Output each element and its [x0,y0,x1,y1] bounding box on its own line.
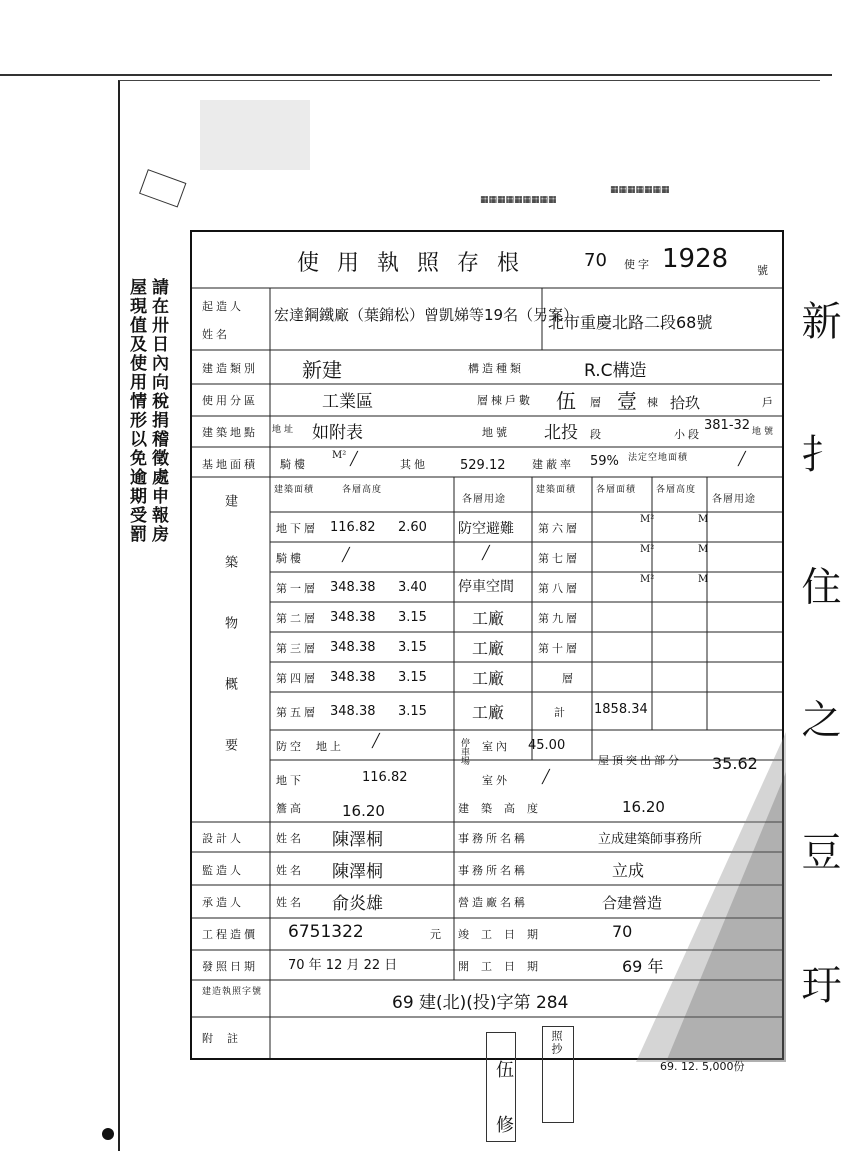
floor-name: 地下層 [276,522,318,535]
floor-head-height: 各層高度 [342,485,383,495]
footer-big: 伍 [493,1060,514,1080]
floor-name: 第一層 [276,582,318,595]
supervisor-office-label: 事務所名稱 [458,864,528,877]
permit-number: 1928 [662,244,729,274]
designer-office-label: 事務所名稱 [458,832,528,845]
site-sub-label: 地址 [272,425,297,435]
contractor-name-label: 姓名 [276,896,304,909]
floor-area: 348.38 [330,670,376,685]
start-date-label: 開工日期 [458,960,550,973]
defense-above-value: ╱ [372,734,380,749]
permit-number-label: 建造執照字號 [202,987,263,997]
print-info: 69. 12. 5,000份 [660,1060,745,1073]
remark-label: 附註 [202,1032,252,1045]
issue-date-label: 發照日期 [202,960,258,973]
floor-name: 騎樓 [276,552,304,565]
floor-use: 防空避難 [458,521,514,537]
floor-height: 3.15 [398,640,427,655]
floor-use: 工廠 [472,669,505,688]
form-title: 使用執照存根 [297,251,538,276]
floor-name: 第二層 [276,612,318,625]
floor-total-value: 1858.34 [594,702,648,717]
arcade-label: 騎樓 [280,458,308,471]
floor-area: 348.38 [330,610,376,625]
floor-height: 3.15 [398,610,427,625]
cost-value: 6751322 [288,922,364,942]
builder-value: 宏達鋼鐵廠（葉錦松）曾凱娣等19名（另案） [274,306,579,324]
site-label: 建築地點 [202,426,258,439]
permit-suffix: 號 [757,264,771,277]
build-type-label: 建造類別 [202,362,258,375]
floor-use: ╱ [482,546,490,561]
parking-label: 停車場 [459,738,469,765]
permit-year: 70 [584,250,607,271]
floor-head-area-r: 建築面積 [536,485,577,495]
unit-m: M [698,514,709,525]
floor-height: 3.15 [398,704,427,719]
corner-mark [100,1120,120,1150]
zone-value: 工業區 [322,392,373,412]
floor-use: 工廠 [472,639,505,658]
side-note-col1: 請在卅日內向稅捐稽徵處申報房 [148,278,168,544]
outdoor-label: 室外 [482,774,510,787]
floors-value: 伍 [556,389,576,413]
floor-use: 停車空間 [458,579,514,595]
build-type-value: 新建 [302,358,342,382]
floor-name: 第四層 [276,672,318,685]
floor-head-area: 建築面積 [274,485,315,495]
floor-height: 3.15 [398,670,427,685]
building-unit: 棟 [647,396,661,409]
floor-name-right: 第八層 [538,582,580,595]
floor-area: 116.82 [330,520,376,535]
permit-char: 使字 [624,258,652,271]
cost-unit: 元 [430,928,444,941]
unit-m: M [698,574,709,585]
smudge-top [200,90,320,180]
floor-use: 工廠 [472,703,505,722]
contractor-name: 俞炎雄 [332,894,383,914]
section-value: 北投 [544,423,578,443]
defense-below-value: 116.82 [362,770,408,785]
floor-total-label: 計 [554,706,568,719]
roof-label: 屋頂突出部分 [598,754,682,767]
permit-number-value: 69 建(北)(投)字第 284 [392,993,569,1013]
base-area-label: 基地面積 [202,458,258,471]
floor-head-floorarea-r: 各層面積 [596,485,637,495]
building-height-value: 16.20 [622,798,665,816]
floor-name-right: 層 [562,672,576,685]
arcade-value: ╱ [350,452,358,467]
lot-label: 地號 [482,426,510,439]
floor-head-height-r: 各層高度 [656,485,697,495]
contractor-label: 承造人 [202,896,244,909]
stamp-receipt-2: ▦▦▦▦▦▦▦ [610,185,670,195]
zone-label: 使用分區 [202,394,258,407]
cost-label: 工程造價 [202,928,258,941]
done-date-value: 70 [612,922,633,941]
eave-height-value: 16.20 [342,802,385,820]
right-edge-text: 新 扌 住 之 豆 玗 [795,300,841,1044]
floor-head-use-r: 各層用途 [712,494,756,505]
floors-label: 層棟戶數 [477,394,533,407]
floor-name: 第三層 [276,642,318,655]
floor-height: 2.60 [398,520,427,535]
permit-form [190,230,784,1060]
side-note-col2: 屋現值及使用情形以免逾期受罰 [126,278,146,544]
indoor-value: 45.00 [528,738,566,753]
households-value: 拾玖 [670,394,701,412]
lot-unit: 地號 [752,427,777,437]
designer-name-label: 姓名 [276,832,304,845]
floor-area: 348.38 [330,704,376,719]
outdoor-value: ╱ [542,770,550,785]
struct-value: R.C構造 [584,361,647,381]
floor-area: 348.38 [330,640,376,655]
floor-head-use: 各層用途 [462,494,506,505]
other-value: 529.12 [460,458,506,473]
roof-value: 35.62 [712,754,758,773]
ratio-label: 建蔽率 [532,458,574,471]
supervisor-name: 陳澤桐 [332,862,383,882]
legal-label: 法定空地面積 [628,453,689,463]
unit-m2: M² [640,514,655,525]
top-rule [0,74,832,76]
designer-office: 立成建築師事務所 [598,832,703,847]
lot-value: 381-32 [704,418,751,433]
other-label: 其他 [400,458,428,471]
footer-stamp-text: 照抄 [550,1030,563,1056]
stamp-receipt: ▦▦▦▦▦▦▦▦▦ [480,195,557,205]
floor-name: 第五層 [276,706,318,719]
floor-name-right: 第十層 [538,642,580,655]
builder-label: 起造人 [202,300,244,313]
section-unit: 段 [590,428,604,441]
eave-height-label: 簷高 [276,802,304,815]
supervisor-label: 監造人 [202,864,244,877]
builder-address: 北市重慶北路二段68號 [548,313,713,332]
builder-name-label: 姓名 [202,328,230,341]
supervisor-office: 立成 [612,861,645,880]
legal-value: ╱ [738,452,746,467]
supervisor-name-label: 姓名 [276,864,304,877]
issue-date-value: 70 年 12 月 22 日 [288,958,398,973]
floor-area: 348.38 [330,580,376,595]
indoor-label: 室內 [482,740,510,753]
floor-height: 3.40 [398,580,427,595]
building-height-label: 建築高度 [458,802,550,815]
footer-big2: 修 [493,1115,514,1135]
ratio-value: 59% [590,454,619,469]
unit-m2: M² [640,544,655,555]
designer-label: 設計人 [202,832,244,845]
contractor-firm: 合建營造 [602,894,663,912]
stamp-overlay-corner [636,732,786,1062]
floor-name-right: 第六層 [538,522,580,535]
floor-use: 工廠 [472,609,505,628]
floor-name-right: 第七層 [538,552,580,565]
stamp-small-icon [140,170,190,210]
defense-label: 防空 [276,740,304,753]
floor-area: ╱ [342,548,350,563]
floors-unit: 層 [590,396,604,409]
site-value: 如附表 [312,423,363,443]
floor-name-right: 第九層 [538,612,580,625]
contractor-firm-label: 營造廠名稱 [458,896,528,909]
done-date-label: 竣工日期 [458,928,550,941]
defense-below-label: 地下 [276,774,304,787]
defense-above-label: 地上 [316,740,344,753]
arcade-unit: M² [332,450,347,461]
households-unit: 戶 [762,396,776,409]
start-date-value: 69 年 [622,957,664,976]
struct-label: 構造種類 [468,362,524,375]
designer-name: 陳澤桐 [332,830,383,850]
building-value: 壹 [617,389,637,413]
unit-m2: M² [640,574,655,585]
building-summary-label: 建築物概要 [222,494,237,799]
unit-m: M [698,544,709,555]
subsection-unit: 小段 [674,428,702,441]
